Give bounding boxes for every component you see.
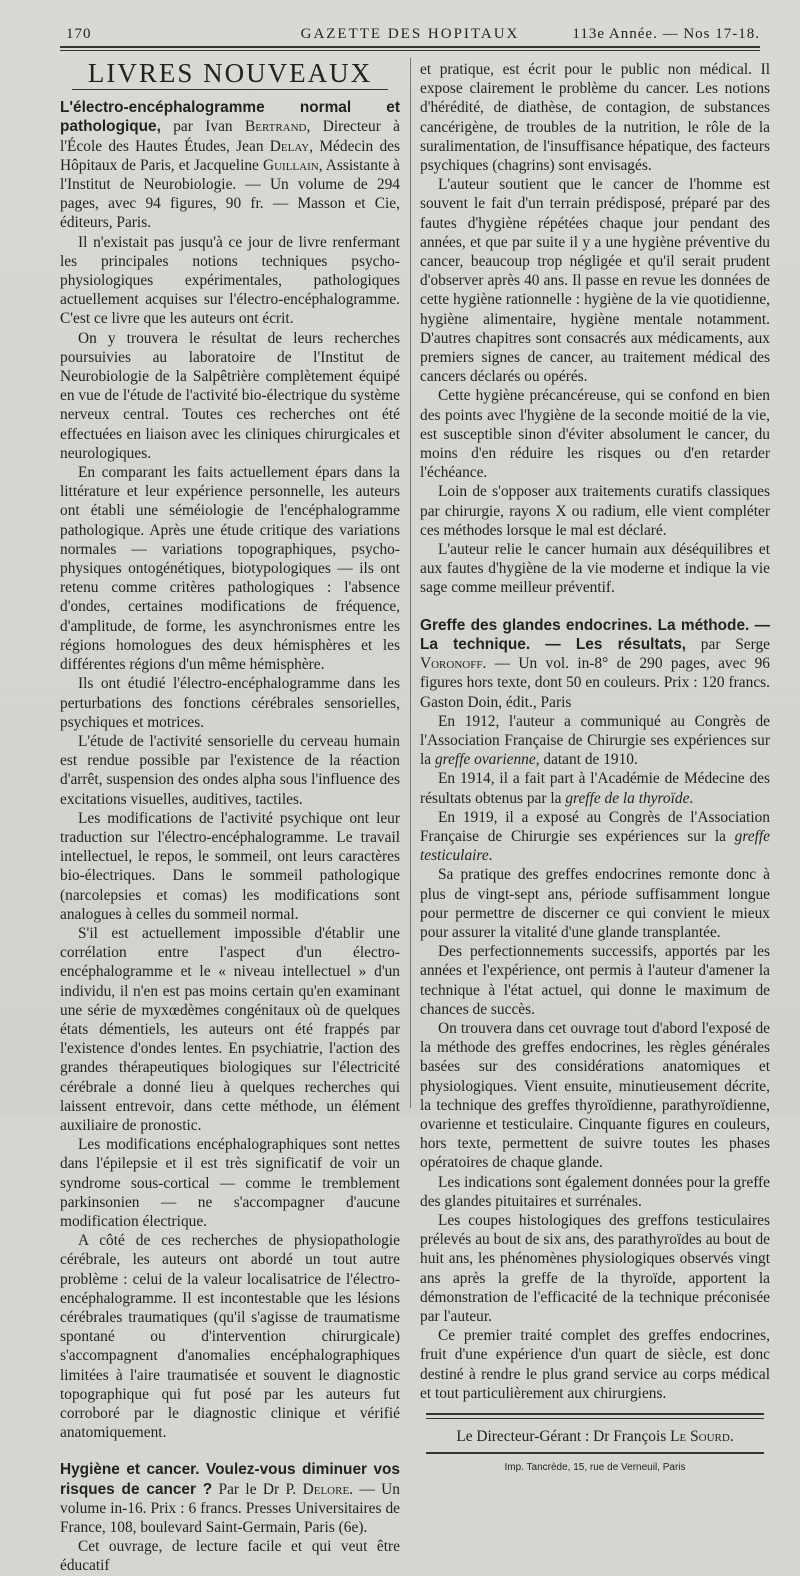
section-rule <box>72 89 388 90</box>
issue-number: 113e Année. — Nos 17-18. <box>572 26 760 42</box>
journal-title: GAZETTE DES HOPITAUX <box>300 26 520 42</box>
header-rule-thin <box>60 50 760 51</box>
paragraph: Les coupes histologiques des greffons testiculaires prélevés au bout de six ans, des parathyroïdes au bout de huit ans, les phénomènes physiologiques observés vingt ans après la greffe de la thyroïde, apportent la démonstration de l'efficacité de la technique préconisée par l'auteur. <box>420 1211 770 1325</box>
right-column <box>420 60 770 1477</box>
footer-rule <box>426 1413 764 1415</box>
header-rule <box>60 46 760 48</box>
page-number: 170 <box>66 26 92 42</box>
author-name: Voronoff <box>420 655 483 673</box>
page-footer <box>420 1413 770 1477</box>
book-entry-eeg: L'électro-encéphalogramme normal et pathologique, par Ivan Bertrand, Directeur à l'École des Hautes Études, Jean Delay, Médecin des Hôpitaux de Paris, et Jacqueline Guillain, Assistante à l'Institut de Neurobiologie. — Un volume de 294 pages, avec 94 figures, 90 fr. — Masson et Cie, éditeurs, Paris. <box>60 99 401 232</box>
book-entry-endocrine: Greffe des glandes endocrines. La méthode. — La technique. — Les résultats, par Serge Voronoff. — Un vol. in-8° de 290 pages, avec 96 figures hors texte, dont 50 en couleurs. Prix : 120 francs. Gaston Doin, édit., Paris <box>420 616 770 711</box>
book-title: Hygiène et cancer. Voulez-vous diminuer vos risques de cancer ? <box>60 1461 400 1498</box>
paragraph: A côté de ces recherches de physiopathologie cérébrale, les auteurs ont abordé un tout autre problème : celui de la valeur localisatrice de l'électro-encéphalogramme. Il est incontestable que les lésions cérébrales traumatiques (qu'il s'agisse de traumatisme spontané ou d'intervention chirurgicale) s'accompagnent d'anomalies encéphalographiques limitées à l'aire traumatisée et souvent le diagnostic topographique qui fut posé par les auteurs fut corroboré par le diagnostic clinique et vérifié anatomiquement. <box>60 1232 400 1442</box>
paragraph: Sa pratique des greffes endocrines remonte donc à plus de vingt-sept ans, période suffisamment longue pour permettre de discerner ce qui convient le mieux pour assurer la vitalité d'une glande transplantée. <box>420 866 770 941</box>
paragraph: On trouvera dans cet ouvrage tout d'abord l'exposé de la méthode des greffes endocrines, les règles générales basées sur des considérations anatomiques et physiologiques. Vient ensuite, minutieusement décrite, la technique des greffes thyroïdienne, parathyroïdienne, ovarienne et testiculaire. Cinquante figures en couleurs, hors texte, permettent de suivre toutes les phases opératoires de chaque glande. <box>420 1019 770 1172</box>
paragraph: Cet ouvrage, de lecture facile et qui veut être éducatif <box>60 1538 400 1575</box>
paragraph: L'étude de l'activité sensorielle du cerveau humain est rendue possible par l'existence de la réaction d'arrêt, suspension des ondes alpha sous l'influence des excitations visuelles, auditives, tactiles. <box>60 732 400 808</box>
paragraph: En comparant les faits actuellement épars dans la littérature et leur expérience personnelle, les auteurs ont établi une séméiologie de l'encéphalogramme pathologique. Après une étude critique des variations normales — variations topographiques, psycho-physiques ontogénétiques, biotypologiques — ils ont retenu comme critères pathologiques : l'absence d'ondes, certaines modifications de fréquence, d'amplitude, de forme, les asynchronismes entre les régions homologues des deux hémisphères et les différentes régions d'un même hémisphère. <box>60 464 400 674</box>
printer-line: Imp. Tancrède, 15, rue de Verneuil, Paris <box>504 1462 686 1474</box>
left-column <box>60 60 400 1576</box>
paragraph: Ils ont étudié l'électro-encéphalogramme dans les perturbations des fonctions cérébrales sensorielles, psychiques et motrices. <box>60 675 400 731</box>
book-title: L'électro-encéphalogramme normal et pathologique, <box>60 99 400 136</box>
paragraph: et pratique, est écrit pour le public non médical. Il expose clairement le problème du cancer. Les notions d'hérédité, de diathèse, de contagion, de substances cancérigène, de troubles de la nutrition, le rôle de la suralimentation, de l'insuffisance hépatique, des facteurs psychiques (chagrins) sont envisagés. <box>420 61 770 175</box>
paragraph: En 1914, il a fait part à l'Académie de Médecine des résultats obtenus par la greffe de la thyroïde. <box>420 770 770 807</box>
paragraph: Les modifications de l'activité psychique ont leur traduction sur l'électro-encéphalogramme. Le travail intellectuel, le repos, le sommeil, ont leurs caractères bio-électriques. Dans le sommeil pathologique (narcolepsies et comas) les modifications sont analogues à celles du sommeil normal. <box>60 809 400 923</box>
footer-rule-thin <box>426 1418 764 1419</box>
book-title: Greffe des glandes endocrines. La méthode. — La technique. — Les résultats, <box>420 616 770 653</box>
paragraph: Les modifications encéphalographiques sont nettes dans l'épilepsie et il est très significatif de voir un syndrome sous-cortical — comme le tremblement parkinsonien — ne s'accompagner d'aucune modification électrique. <box>60 1136 400 1230</box>
page-header <box>60 24 760 46</box>
director-name: Le Sourd <box>670 1428 730 1446</box>
book-entry-cancer: Hygiène et cancer. Voulez-vous diminuer vos risques de cancer ? Par le Dr P. Delore. — Un volume in-16. Prix : 6 francs. Presses Universitaires de France, 108, boulevard Saint-Germain, Paris (6e). <box>60 1461 400 1537</box>
author-name: Guillain <box>262 156 319 174</box>
paragraph: On y trouvera le résultat de leurs recherches poursuivies au laboratoire de l'Institut de Neurobiologie de la Salpêtrière complètement équipé en vue de l'étude de l'activité bio-électrique du système nerveux central. Toutes ces recherches ont été effectuées en liaison avec les cliniques chirurgicales et neurologiques. <box>60 329 400 462</box>
paragraph: L'auteur relie le cancer humain aux déséquilibres et aux fautes d'hygiène de la vie moderne et indique la vie sage comme meilleur préventif. <box>420 541 770 597</box>
paragraph: Les indications sont également données pour la greffe des glandes pituitaires et surrénales. <box>420 1173 770 1210</box>
paragraph: Il n'existait pas jusqu'à ce jour de livre renfermant les principales notions techniques psycho-physiologiques expérimentales, pathologiques actuellement acquises sur l'électro-encéphalogramme. C'est ce livre que les auteurs ont écrit. <box>60 233 400 328</box>
author-name: Delay <box>269 137 310 155</box>
paragraph: S'il est actuellement impossible d'établir une corrélation entre l'aspect d'un électro-encéphalogramme et le « niveau intellectuel » d'un individu, il n'en est pas moins certain qu'en examinant une série de myxœdèmes congénitaux où de quelques états démentiels, les auteurs ont été frappés par l'existence d'ondes lentes. En psychiatrie, l'action des grandes thérapeutiques biologiques sur l'électricité cérébrale a donné lieu à quelques recherches qui laissent entrevoir, dans cette méthode, un élément auxiliaire de pronostic. <box>60 924 400 1134</box>
column-divider <box>410 58 411 1108</box>
director-line: Le Directeur-Gérant : Dr François Le Sourd. <box>456 1428 734 1446</box>
author-name: Bertrand <box>244 118 307 136</box>
footer-rule <box>426 1452 764 1454</box>
author-name: Delore <box>302 1480 350 1498</box>
paragraph: Loin de s'opposer aux traitements curatifs classiques par chirurgie, rayons X ou radium, elle vient compléter ces méthodes lorsque le mal est déclaré. <box>420 483 770 539</box>
section-title: LIVRES NOUVEAUX <box>87 58 373 88</box>
paragraph: Des perfectionnements successifs, apportés par les années et l'expérience, ont permis à l'auteur d'amener la technique à l'état actuel, qui donne le maximum de chances de succès. <box>420 943 770 1018</box>
paragraph: En 1919, il a exposé au Congrès de l'Association Française de Chirurgie ses expériences sur la greffe testiculaire. <box>420 808 770 865</box>
paragraph: En 1912, l'auteur a communiqué au Congrès de l'Association Française de Chirurgie ses expériences sur la greffe ovarienne, datant de 1910. <box>420 712 770 769</box>
paragraph: Cette hygiène précancéreuse, qui se confond en bien des points avec l'hygiène de la seconde moitié de la vie, est susceptible sinon d'éviter absolument le cancer, du moins d'en réduire les risques ou d'en retarder l'échéance. <box>420 387 770 482</box>
paragraph: Ce premier traité complet des greffes endocrines, fruit d'une expérience d'un quart de siècle, est donc destiné à rendre le plus grand service au corps médical et tout particulièrement aux chirurgiens. <box>420 1327 770 1402</box>
paragraph: L'auteur soutient que le cancer de l'homme est souvent le fait d'un terrain prédisposé, préparé par des fautes d'hygiène répétées chaque jour pendant des années, et que par suite il y a une hygiène préventive du cancer, beaucoup trop négligée et qu'il serait prudent d'observer après 40 ans. Il passe en revue les données de cette hygiène rationnelle : hygiène de la vie quotidienne, hygiène alimentaire, hygiène mentale notamment. D'autres chapitres sont consacrés aux médicaments, aux premiers signes de cancer, au traitement médical des cancers déclarés ou opérés. <box>420 176 770 386</box>
